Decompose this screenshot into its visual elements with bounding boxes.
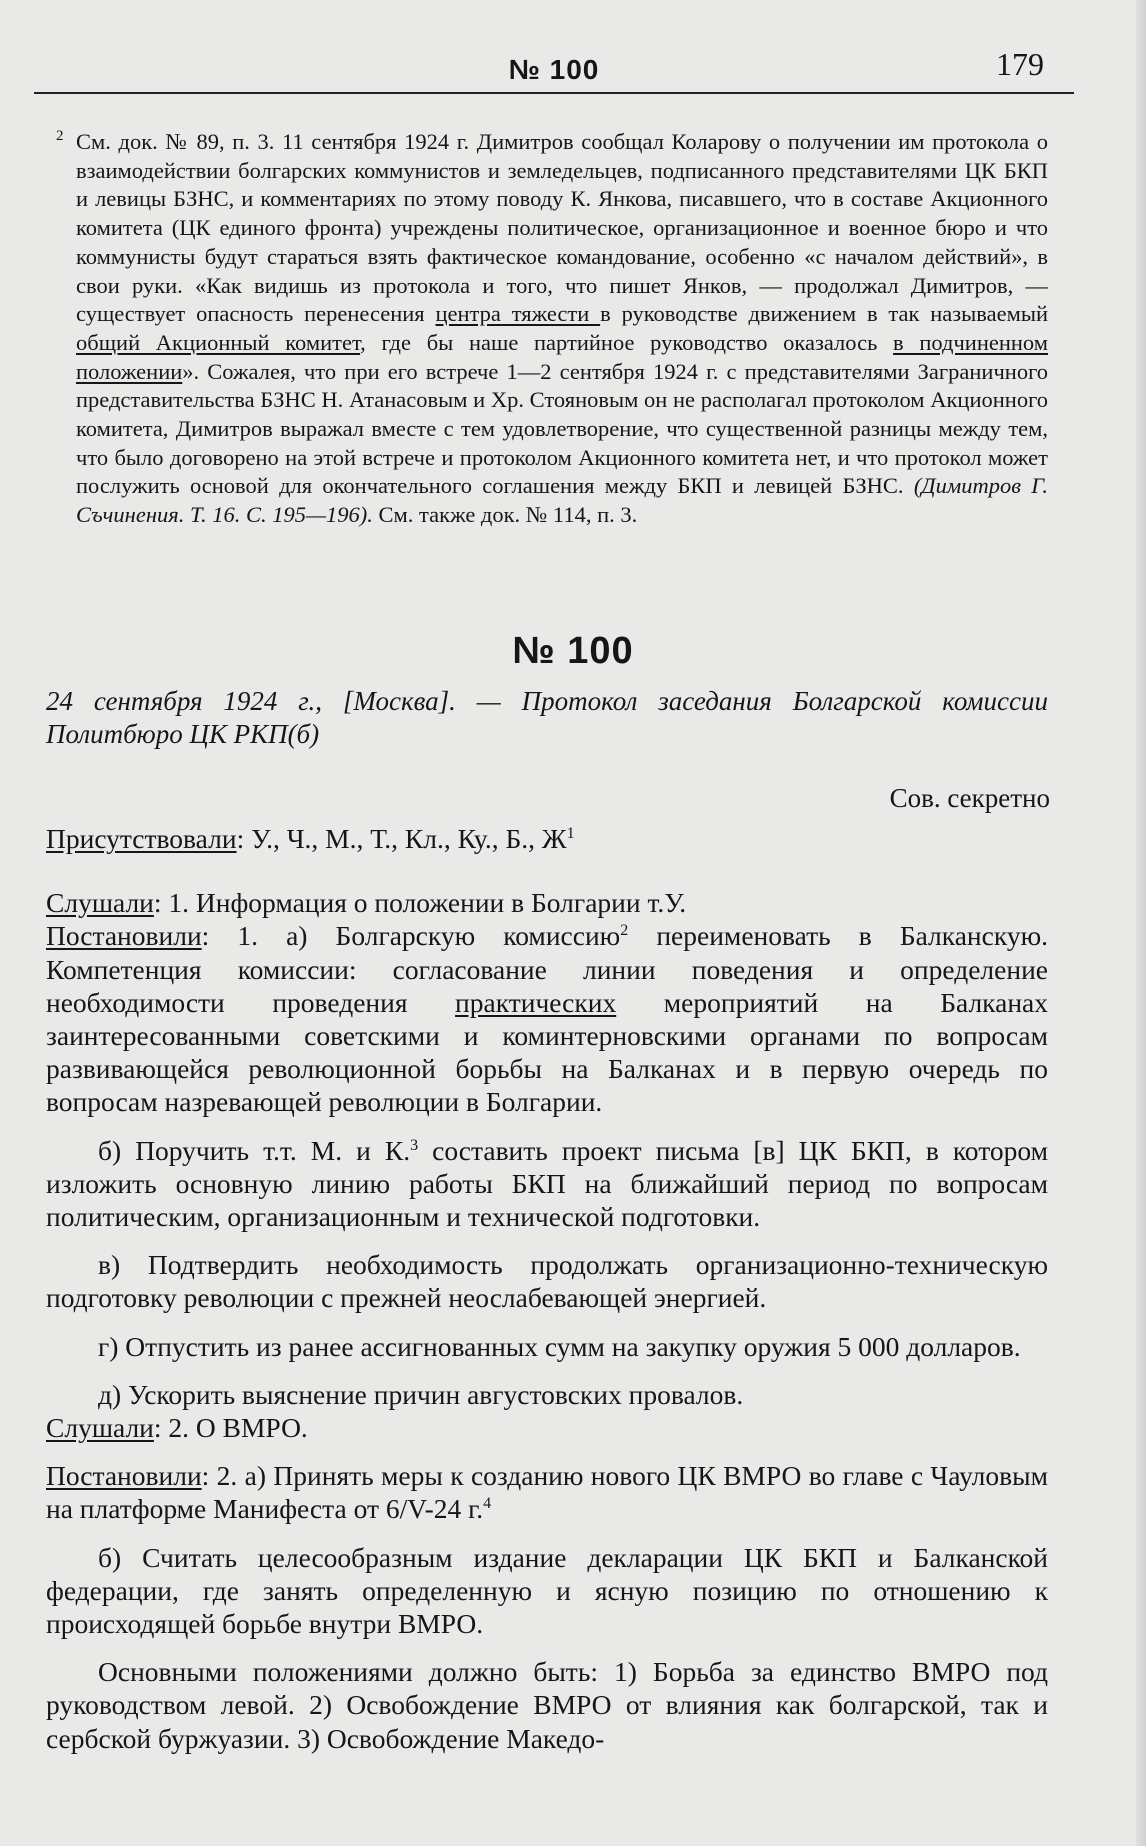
resolved-2b: б) Считать целесообразным издание декларации ЦК БКП и Балканской федерации, где занять определенную и ясную позицию по отношению к происходящей борьбе внутри ВМРО. [46,1541,1048,1640]
resolved-1a-text-a: : 1. а) Болгарскую комиссию [201,920,621,952]
header-rule [34,92,1074,94]
resolved-1b-text-b: составить проект письма [в] ЦК БКП, в котором изложить основную линию работы БКП на ближайший период по вопросам политическим, организационным и технической подготовки. [46,1134,1048,1233]
resolved-1a [46,919,1048,1118]
footnote-underline-2: общий Акционный комитет [76,329,361,355]
heard-2 [46,1411,1048,1444]
footnote-source: (Димитров Г. Съчинения. Т. 16. С. 195—196). [76,473,1048,528]
heard-1 [46,886,1048,919]
footnote-text-2: в руководстве движением в так называемый [600,301,1048,327]
footnote-marker: 2 [56,128,64,144]
footnote-text-4: ». Сожалея, что при его встрече 1—2 сентября 1924 г. с представителями Заграничного представительства БЗНС Н. Атанасовым и Хр. Стояновым он не располагал протоколом Акционного комитета, Димитров выражал вместе с тем удовлетворение, что существенной разницы между тем, что было договорено на этой встрече и протоколом Акционного комитета нет, и что протокол может послужить основой для окончательного соглашения между БКП и левицей БЗНС. [76,358,1048,499]
page-number: 179 [996,46,1044,82]
heard-1-text: : 1. Информация о положении в Болгарии т.У. [153,887,687,919]
running-head [34,46,1074,96]
resolved-1a-note: 2 [620,922,629,940]
resolved-1a-underline: практических [455,986,617,1018]
heard-2-text: : 2. О ВМРО. [153,1412,308,1444]
resolved-1a-text-b: переименовать в Балканскую. Компетенция комиссии: согласование линии поведения и определение необходимости проведения [46,920,1048,1018]
resolved-1b [46,1134,1048,1234]
present-note: 1 [566,824,575,842]
present-text: : У., Ч., М., Т., Кл., Ку., Б., Ж [236,823,567,854]
page-edge-shadow [1136,0,1146,1846]
footnote-underline-1: центра тяжести [435,301,601,327]
resolved-1a-text-c: мероприятий на Балканах заинтересованными советскими и коминтерновскими органами по вопросам развивающейся революционной борьбы на Балканах и в первую очередь по вопросам назревающей революции в Болгарии. [46,986,1048,1118]
resolved-1v: в) Подтвердить необходимость продолжать организационно-техническую подготовку революции с прежней неослабевающей энергией. [46,1249,1048,1314]
document-number-title: № 100 [512,630,634,672]
document-heading: 24 сентября 1924 г., [Москва]. — Протокол заседания Болгарской комиссии Политбюро ЦК РКП(б) [46,686,1048,749]
protocol-body [46,822,1048,1755]
classification-stamp: Сов. секретно [889,783,1050,813]
resolved-2a-text: : 2. а) Принять меры к созданию нового ЦК ВМРО во главе с Чауловым на платформе Манифеста от 6/V-24 г. [46,1460,1048,1525]
present-line [46,822,1048,855]
present-label: Присутствовали [46,823,237,854]
resolved-label-1: Постановили [46,920,202,952]
footnote-text-5: См. также док. № 114, п. 3. [372,502,638,528]
resolved-1b-note: 3 [410,1136,419,1154]
footnote-underline-3: в подчиненном положении [76,329,1048,384]
footnote-text-3: , где бы наше партийное руководство оказалось [360,329,894,355]
resolved-1d: д) Ускорить выяснение причин августовских провалов. [98,1378,744,1410]
heard-label-1: Слушали [46,887,154,919]
resolved-2a [46,1459,1048,1525]
resolved-2a-note: 4 [483,1495,492,1513]
resolved-1g: г) Отпустить из ранее ассигнованных сумм на закупку оружия 5 000 долларов. [98,1330,1021,1362]
heard-label-2: Слушали [46,1412,154,1444]
footnote-text-1: См. док. № 89, п. 3. 11 сентября 1924 г. Димитров сообщал Коларову о получении им протокола о взаимодействии болгарских коммунистов и земледельцев, подписанного представителями ЦК БКП и левицы БЗНС, и комментариях по этому поводу К. Янкова, писавшего, что в составе Акционного комитета (ЦК единого фронта) учреждены политическое, организационное и военное бюро и что коммунисты будут стараться взять фактическое командование, особенно «с началом действий», в свои руки. «Как видишь из протокола и того, что пишет Янков, — продолжал Димитров, — существует опасность перенесения [76,129,1048,327]
running-head-doc-number: № 100 [508,54,600,85]
resolved-label-2: Постановили [46,1460,202,1492]
resolved-1b-text-a: б) Поручить т.т. М. и К. [98,1134,411,1166]
main-points: Основными положениями должно быть: 1) Борьба за единство ВМРО под руководством левой. 2) Освобождение ВМРО от влияния как болгарской, так и сербской буржуазии. 3) Освобождение Македо- [46,1656,1048,1754]
footnote [56,128,1048,530]
